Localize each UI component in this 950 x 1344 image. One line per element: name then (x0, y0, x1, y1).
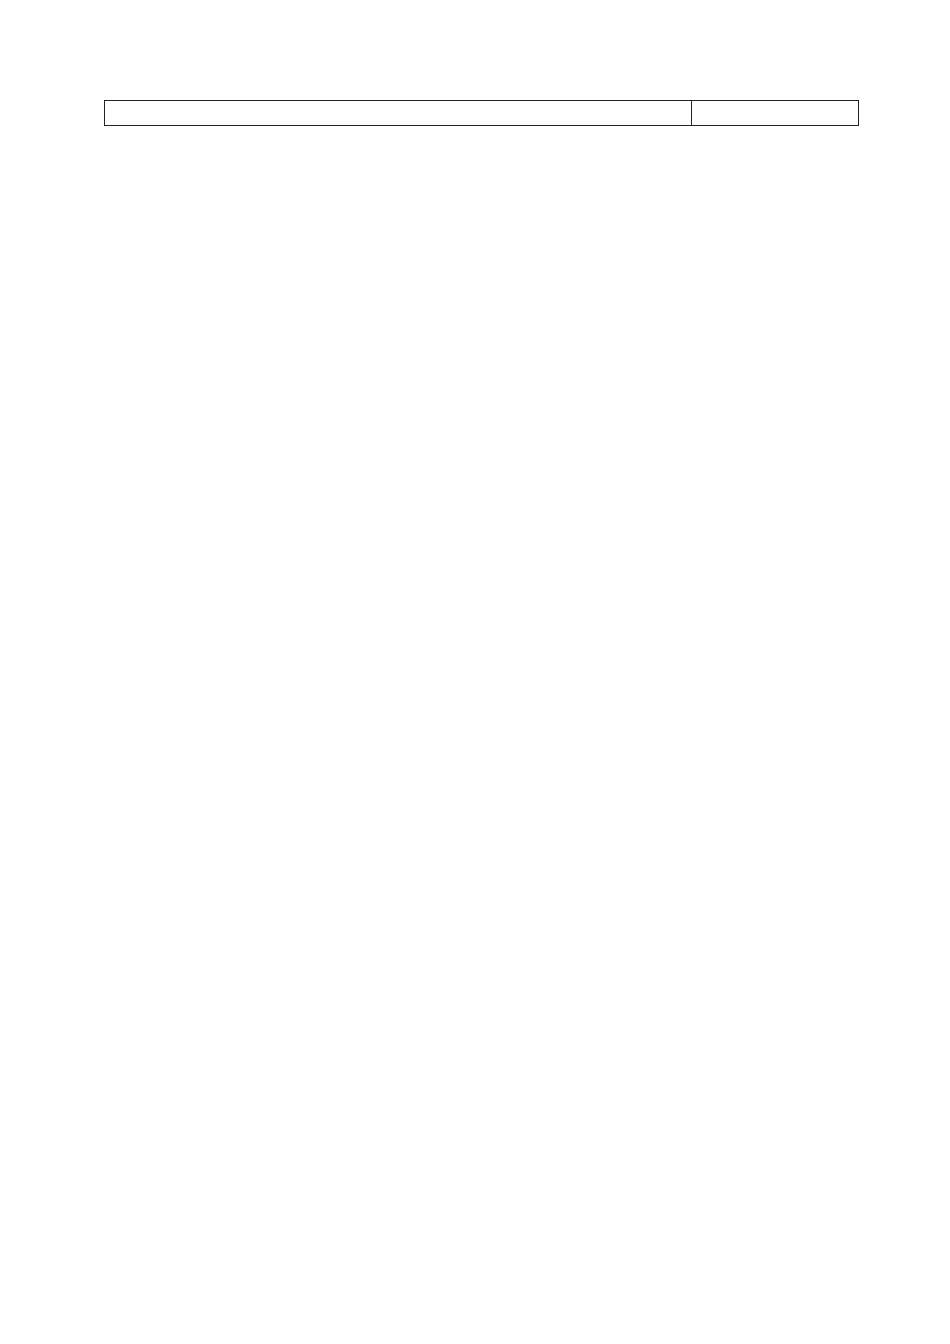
header-retention-period (692, 101, 859, 126)
table-header-row (105, 101, 859, 126)
archive-retention-table (104, 100, 859, 126)
header-archive-name (105, 101, 692, 126)
document-page (104, 98, 859, 126)
